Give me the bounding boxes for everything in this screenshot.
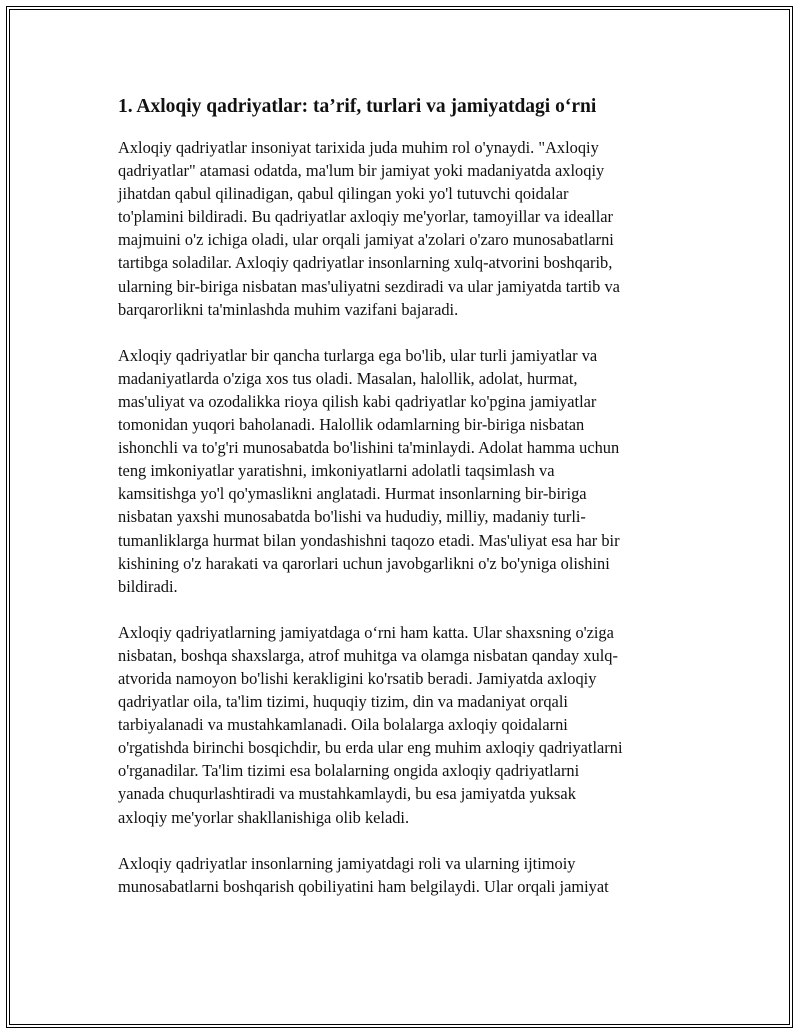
document-body [118, 94, 684, 921]
paragraph-types: Axloqiy qadriyatlar bir qancha turlarga ega bo'lib, ular turli jamiyatlar va madaniyatlarda o'ziga xos tus oladi. Masalan, halollik, adolat, hurmat, mas'uliyat va ozodalikka rioya qilish kabi qadriyatlar ko'pgina jamiyatlar tomonidan yuqori baholanadi. Halollik odamlarning bir-biriga nisbatan ishonchli va to'g'ri munosabatda bo'lishini ta'minlaydi. Adolat hamma uchun teng imkoniyatlar yaratishni, imkoniyatlarni adolatli taqsimlash va kamsitishga yo'l qo'ymaslikni anglatadi. Hurmat insonlarning bir-biriga nisbatan yaxshi munosabatda bo'lishi va hududiy, milliy, madaniy turli- tumanliklarga hurmat bilan yondashishni taqozo etadi. Mas'uliyat esa har bir kishining o'z harakati va qarorlari uchun javobgarlikni o'z bo'yniga olishini bildiradi. [118, 345, 620, 596]
paragraph-social-relations: Axloqiy qadriyatlar insonlarning jamiyatdagi roli va ularning ijtimoiy munosabatlarni boshqarish qobiliyatini ham belgilaydi. Ular orqali jamiyat [118, 853, 609, 896]
paragraph-role-in-society: Axloqiy qadriyatlarning jamiyatdaga o‘rni ham katta. Ular shaxsning o'ziga nisbatan, boshqa shaxslarga, atrof muhitga va olamga nisbatan qanday xulq- atvorida namoyon bo'lishi kerakligini ko'rsatib beradi. Jamiyatda axloqiy qadriyatlar oila, ta'lim tizimi, huquqiy tizim, din va madaniyat orqali tarbiyalanadi va mustahkamlanadi. Oila bolalarga axloqiy qoidalarni o'rgatishda birinchi bosqichdir, bu erda ular eng muhim axloqiy qadriyatlarni o'rganadilar. Ta'lim tizimi esa bolalarning ongida axloqiy qadriyatlarni yanada chuqurlashtiradi va mustahkamlaydi, bu esa jamiyatda yuksak axloqiy me'yorlar shakllanishiga olib keladi. [118, 622, 623, 827]
document-title: 1. Axloqiy qadriyatlar: ta’rif, turlari va jamiyatdagi o‘rni [118, 96, 597, 117]
paragraph-definition: Axloqiy qadriyatlar insoniyat tarixida juda muhim rol o'ynaydi. "Axloqiy qadriyatlar" atamasi odatda, ma'lum bir jamiyat yoki madaniyatda axloqiy jihatdan qabul qilinadigan, qabul qilingan yoki yo'l tutuvchi qoidalar to'plamini bildiradi. Bu qadriyatlar axloqiy me'yorlar, tamoyillar va ideallar majmuini o'z ichiga oladi, ular orqali jamiyat a'zolari o'zaro munosabatlarni tartibga soladilar. Axloqiy qadriyatlar insonlarning xulq-atvorini boshqarib, ularning bir-biriga nisbatan mas'uliyatni sezdiradi va ular jamiyatda tartib va barqarorlikni ta'minlashda muhim vazifani bajaradi. [118, 138, 620, 319]
